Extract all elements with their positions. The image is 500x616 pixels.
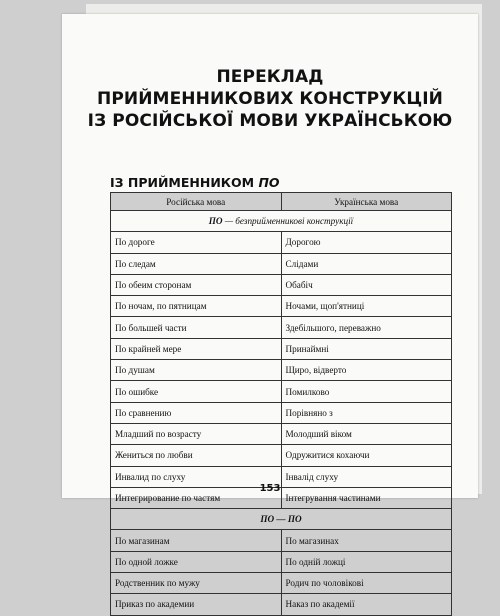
group-label-2: ПО — ПО — [111, 509, 452, 530]
cell-ukrainian: Інвалід слуху — [281, 466, 452, 487]
section-prefix: ІЗ ПРИЙМЕННИКОМ — [110, 175, 255, 190]
table-row — [111, 317, 452, 338]
translation-table — [110, 192, 452, 616]
cell-ukrainian: Родич по чоловікові — [281, 573, 452, 594]
cell-ukrainian: Дорогою — [281, 232, 452, 253]
cell-russian: По сравнению — [111, 402, 282, 423]
title-line-3: ІЗ РОСІЙСЬКОЇ МОВИ УКРАЇНСЬКОЮ — [87, 111, 453, 131]
group-row-2 — [111, 509, 452, 530]
table-row — [111, 551, 452, 572]
table-row — [111, 573, 452, 594]
cell-ukrainian: Наказ по академії — [281, 594, 452, 615]
cell-ukrainian: Щиро, відверто — [281, 360, 452, 381]
book-page — [62, 14, 478, 610]
table-row — [111, 381, 452, 402]
cell-ukrainian: Слідами — [281, 253, 452, 274]
table-row — [111, 594, 452, 615]
title-line-2: ПРИЙМЕННИКОВИХ КОНСТРУКЦІЙ — [97, 89, 443, 109]
group-row-1 — [111, 211, 452, 232]
header-ukrainian: Українська мова — [281, 193, 452, 211]
cell-russian: По магазинам — [111, 530, 282, 551]
table-row — [111, 445, 452, 466]
cell-ukrainian: Обабіч — [281, 274, 452, 295]
section-word: ПО — [258, 175, 280, 190]
cell-ukrainian: По магазинах — [281, 530, 452, 551]
table-row — [111, 253, 452, 274]
cell-russian: Инвалид по слуху — [111, 466, 282, 487]
cell-russian: По следам — [111, 253, 282, 274]
cell-russian: Интегрирование по частям — [111, 487, 282, 508]
cell-ukrainian: Одружитися кохаючи — [281, 445, 452, 466]
header-russian: Російська мова — [111, 193, 282, 211]
cell-ukrainian: Принаймні — [281, 338, 452, 359]
cell-russian: По дороге — [111, 232, 282, 253]
cell-ukrainian: Помилково — [281, 381, 452, 402]
cell-russian: По ошибке — [111, 381, 282, 402]
cell-ukrainian: Інтегрування частинами — [281, 487, 452, 508]
page-number: 153 — [259, 483, 281, 494]
group-label-1 — [111, 211, 452, 232]
section-heading — [110, 175, 280, 190]
group1-key: ПО — [208, 216, 223, 227]
table-row — [111, 423, 452, 444]
page-title — [62, 66, 478, 132]
cell-ukrainian: Молодший віком — [281, 423, 452, 444]
cell-russian: По обеим сторонам — [111, 274, 282, 295]
cell-russian: Младший по возрасту — [111, 423, 282, 444]
cell-russian: По одной ложке — [111, 551, 282, 572]
cell-russian: По душам — [111, 360, 282, 381]
group1-dash: — — [224, 216, 233, 227]
cell-ukrainian: По одній ложці — [281, 551, 452, 572]
table-header-row — [111, 193, 452, 211]
table-row — [111, 232, 452, 253]
cell-russian: По ночам, по пятницам — [111, 296, 282, 317]
cell-ukrainian: Здебільшого, переважно — [281, 317, 452, 338]
cell-russian: Родственник по мужу — [111, 573, 282, 594]
table-row — [111, 402, 452, 423]
cell-ukrainian: Порівняно з — [281, 402, 452, 423]
table-row — [111, 360, 452, 381]
cell-russian: По крайней мере — [111, 338, 282, 359]
cell-ukrainian: Ночами, щоп'ятниці — [281, 296, 452, 317]
cell-russian: Жениться по любви — [111, 445, 282, 466]
table-row — [111, 296, 452, 317]
group1-rest: безприйменникові конструкції — [235, 216, 354, 227]
table-row — [111, 274, 452, 295]
title-line-1: ПЕРЕКЛАД — [216, 67, 324, 87]
cell-russian: Приказ по академии — [111, 594, 282, 615]
cell-russian: По большей части — [111, 317, 282, 338]
table-row — [111, 530, 452, 551]
table-row — [111, 338, 452, 359]
